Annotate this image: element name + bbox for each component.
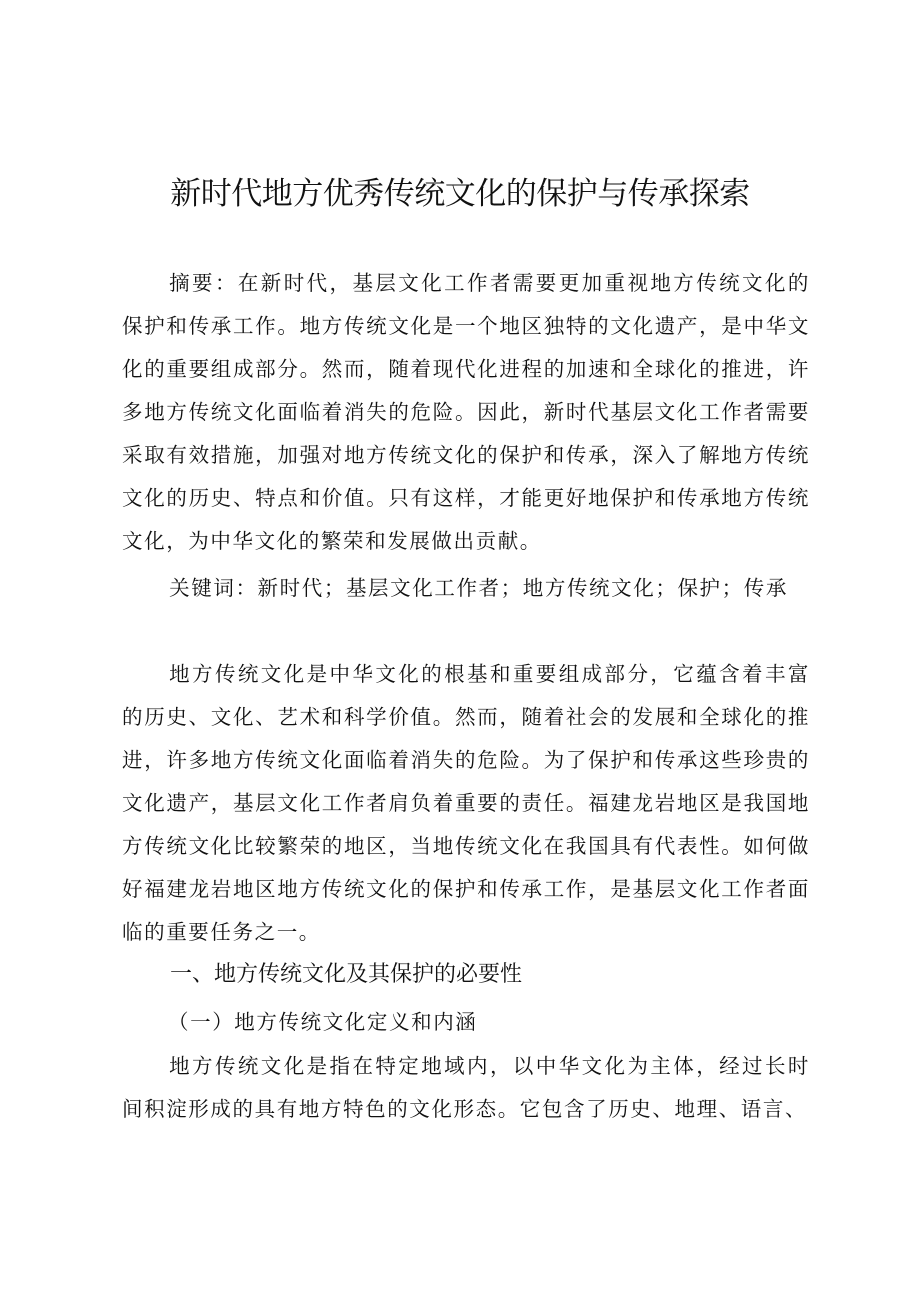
- keywords-paragraph: [122, 567, 810, 610]
- keywords-label: 关键词：: [169, 576, 258, 600]
- subsection-heading: （一）地方传统文化定义和内涵: [168, 1010, 478, 1034]
- definition-paragraph: 地方传统文化是指在特定地域内，以中华文化为主体，经过长时间积淀形成的具有地方特色的文化形态。它包含了历史、地理、语言、: [122, 1054, 810, 1121]
- abstract-paragraph: [122, 262, 810, 563]
- section-heading: 一、地方传统文化及其保护的必要性: [170, 962, 523, 987]
- abstract-text: 在新时代，基层文化工作者需要更加重视地方传统文化的保护和传承工作。地方传统文化是一个地区独特的文化遗产，是中华文化的重要组成部分。然而，随着现代化进程的加速和全球化的推进，许多地方传统文化面临着消失的危险。因此，新时代基层文化工作者需要采取有效措施，加强对地方传统文化的保护和传承，深入了解地方传统文化的历史、特点和价值。只有这样，才能更好地保护和传承地方传统文化，为中华文化的繁荣和发展做出贡献。: [122, 271, 810, 553]
- abstract-label: 摘要：: [169, 271, 238, 295]
- keywords-text: 新时代；基层文化工作者；地方传统文化；保护；传承: [257, 576, 788, 600]
- document-title: 新时代地方优秀传统文化的保护与传承探索: [170, 176, 750, 212]
- intro-paragraph: 地方传统文化是中华文化的根基和重要组成部分，它蕴含着丰富的历史、文化、艺术和科学价值。然而，随着社会的发展和全球化的推进，许多地方传统文化面临着消失的危险。为了保护和传承这些珍贵的文化遗产，基层文化工作者肩负着重要的责任。福建龙岩地区是我国地方传统文化比较繁荣的地区，当地传统文化在我国具有代表性。如何做好福建龙岩地区地方传统文化的保护和传承工作，是基层文化工作者面临的重要任务之一。: [122, 662, 810, 944]
